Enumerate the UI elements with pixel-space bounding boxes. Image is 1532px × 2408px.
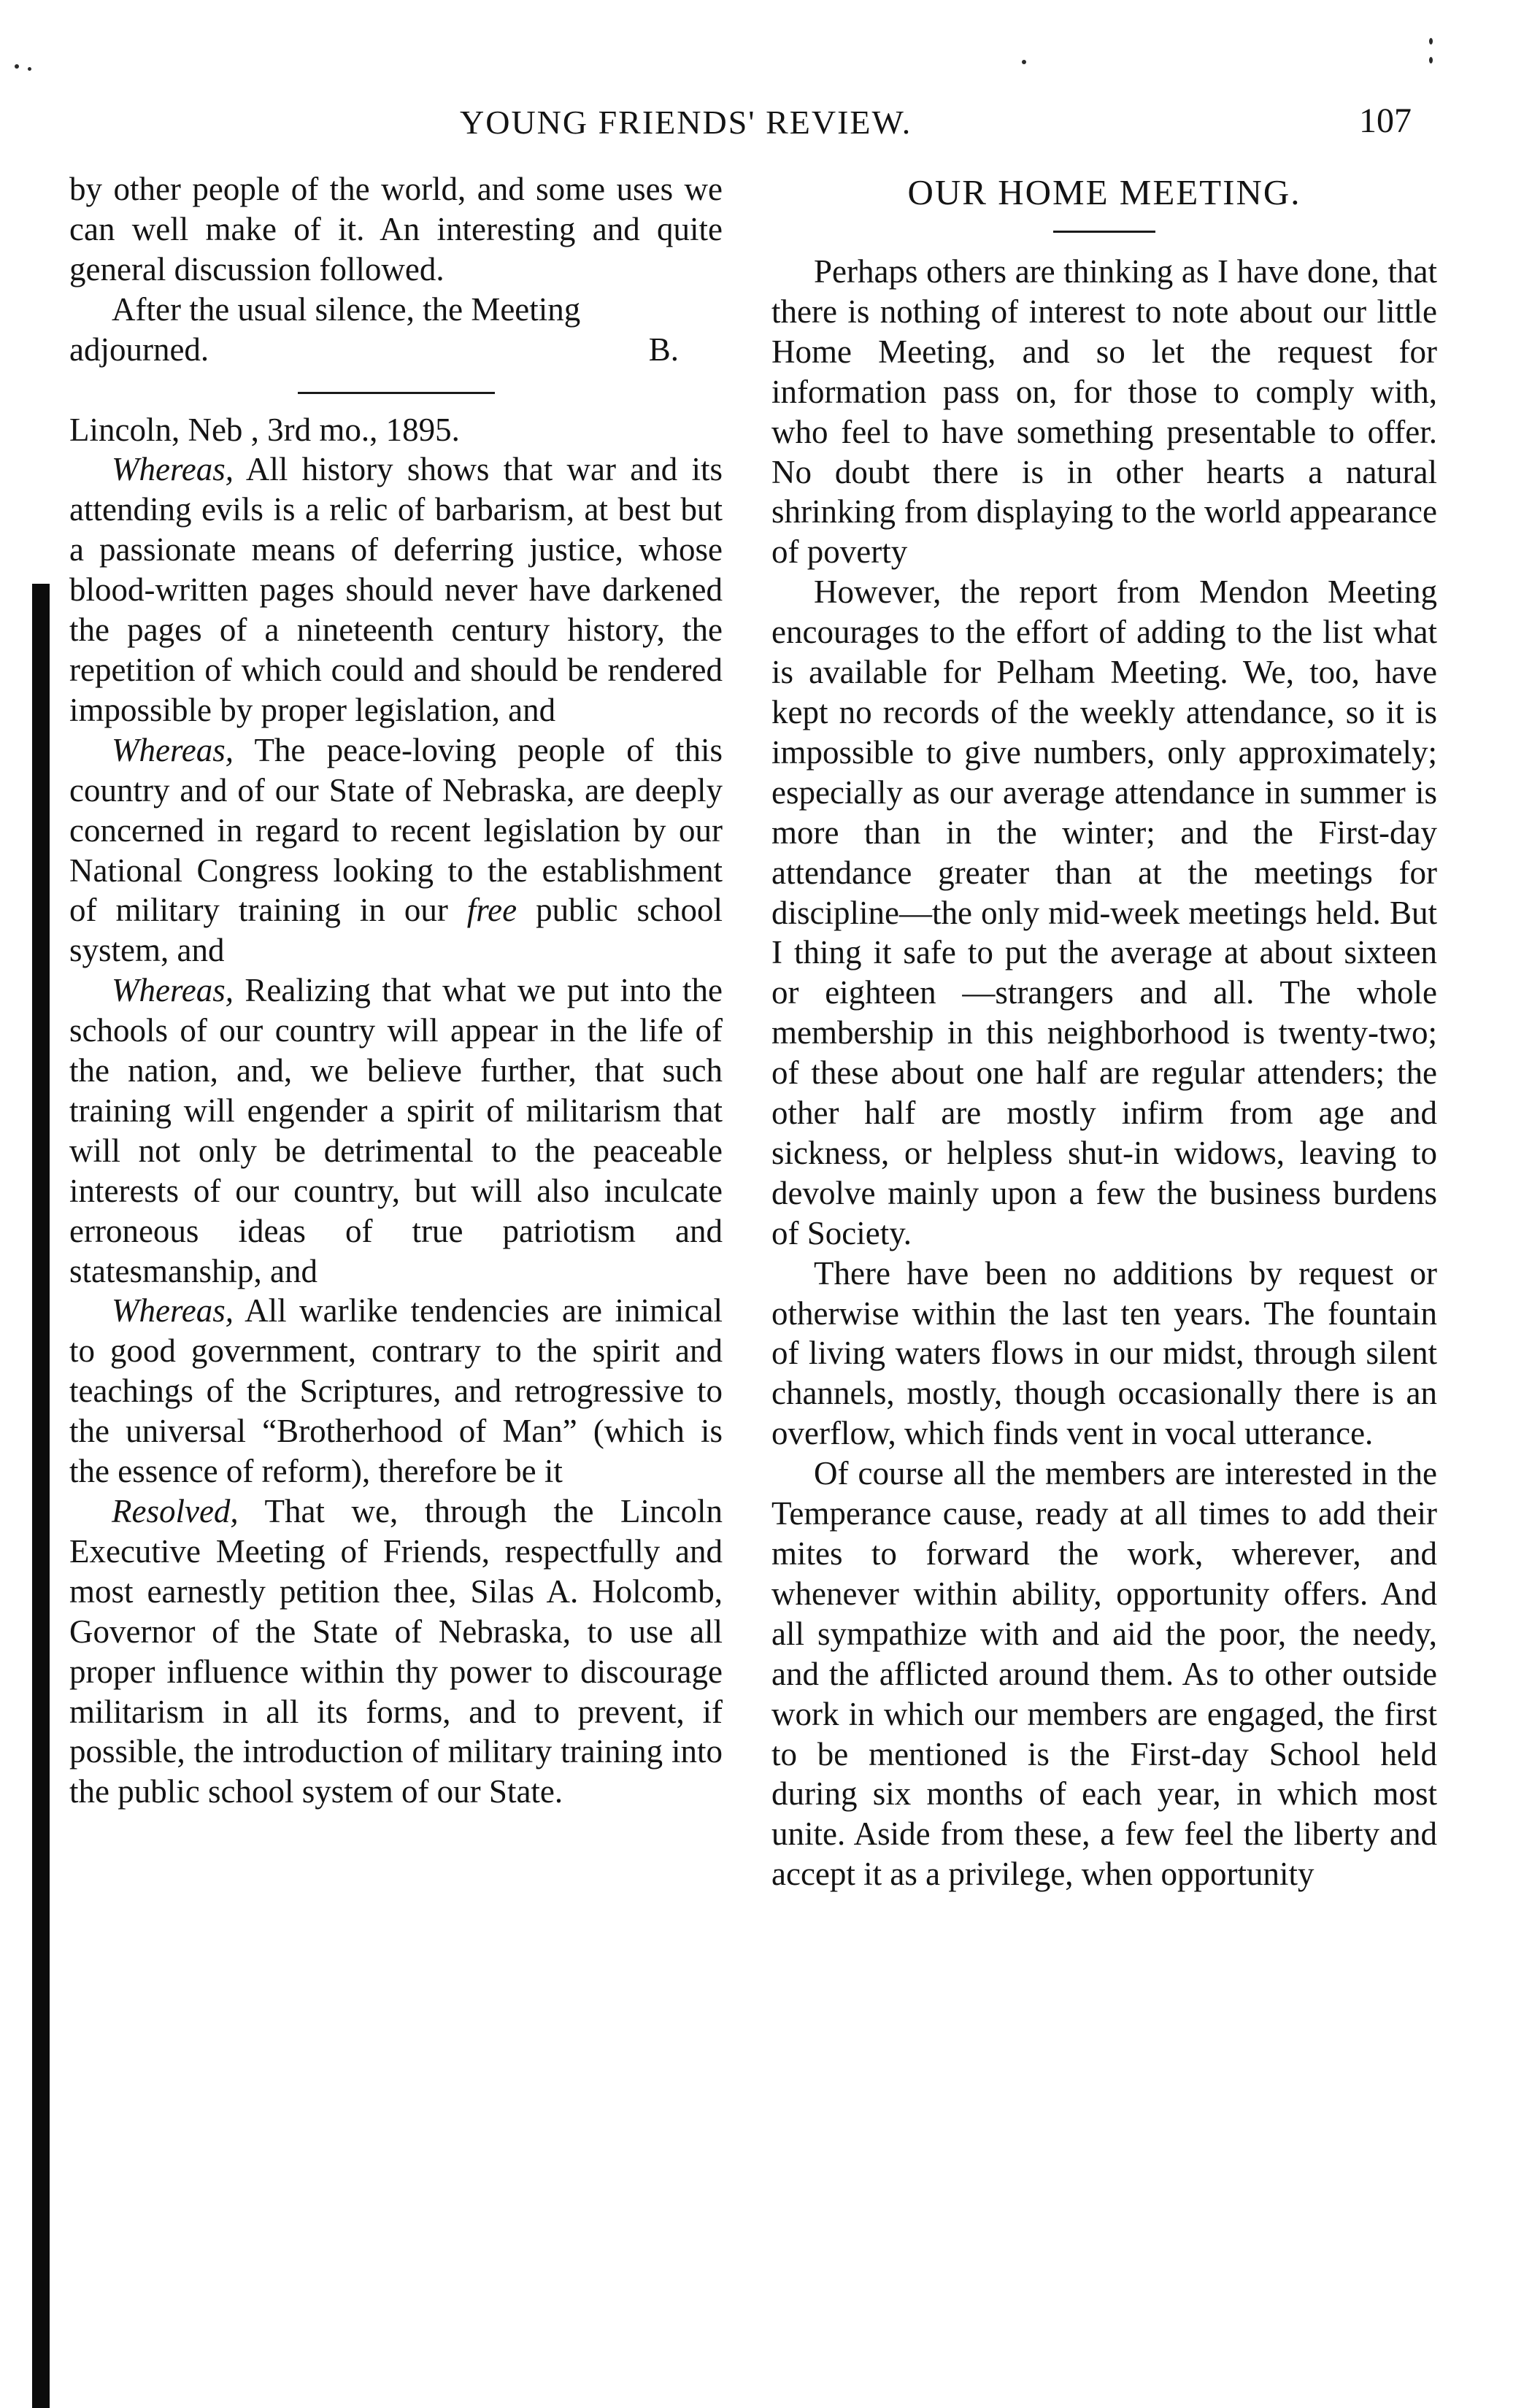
- title-divider: [1053, 231, 1155, 233]
- whereas-text: The peace-loving people of this country and of our State of Nebraska, are deeply concerned in regard to recent legislation by our National Congress looking to the establishment of military training in our: [69, 731, 723, 929]
- whereas-text: All warlike tendencies are inimical to good government, contrary to the spirit and teachings of the Scriptures, and retrogressive to the universal “Brotherhood of Man” (which is the essence of reform), therefore be it: [69, 1292, 723, 1490]
- whereas-text: public school system, and: [69, 892, 723, 969]
- running-title: YOUNG FRIENDS' REVIEW.: [460, 104, 912, 141]
- whereas-paragraph-2: [69, 730, 723, 970]
- scan-speck: [1429, 38, 1433, 45]
- whereas-paragraph-4: [69, 1291, 723, 1492]
- scan-speck: [1429, 57, 1433, 63]
- resolved-text: That we, through the Lincoln Executive Meeting of Friends, respectfully and most earnestly petition thee, Silas A. Holcomb, Governor of the State of Nebraska, to use all proper influence within thy power to discourage militarism in all its forms, and to prevent, if possible, the introduction of military training into the public school system of our State.: [69, 1493, 723, 1810]
- resolved-lead: Resolved,: [112, 1493, 239, 1529]
- resolved-paragraph: [69, 1492, 723, 1812]
- whereas-paragraph-3: [69, 970, 723, 1291]
- binding-shadow: [32, 584, 50, 2408]
- whereas-text: All history shows that war and its attending evils is a relic of barbarism, at best but a passionate means of deferring justice, whose blood-written pages should never have darkened the pages of a nineteenth century history, the repetition of which could and should be rendered impossible by proper legislation, and: [69, 451, 723, 728]
- left-column: [69, 169, 723, 1812]
- adjournment-paragraph: [69, 290, 723, 370]
- adjournment-text: After the usual silence, the Meeting adjourned.: [69, 290, 581, 368]
- dateline: Lincoln, Neb , 3rd mo., 1895.: [69, 411, 460, 448]
- whereas-lead: Whereas,: [112, 731, 234, 768]
- section-divider: [298, 392, 495, 394]
- emphasized-word: free: [466, 892, 517, 929]
- page-number: 107: [1359, 101, 1412, 140]
- whereas-lead: Whereas,: [112, 1292, 234, 1330]
- article-paragraph: However, the report from Mendon Meeting encourages to the effort of adding to the list what is available for Pelham Meeting. We, too, have kept no records of the weekly attendance, so it is impossible to give numbers, only approximately; especially as our average attendance in summer is more than in the winter; and the First-day attendance greater than at the meetings for discipline—the only mid-week meetings held. But I thing it safe to put the average at about sixteen or eighteen —strangers and all. The whole membership in this neighborhood is twenty-two; of these about one half are regular attenders; the other half are mostly infirm from age and sickness, or helpless shut-in widows, leaving to devolve mainly upon a few the business burdens of Society.: [771, 574, 1437, 1251]
- article-paragraph: There have been no additions by request or otherwise within the last ten years. The fountain of living waters flows in our midst, through silent channels, mostly, though occasionally there is an overflow, which finds vent in vocal utterance.: [771, 1254, 1437, 1452]
- scan-speck: [1022, 60, 1026, 64]
- whereas-text: Realizing that what we put into the schools of our country will appear in the life of the nation, and, we believe further, that such training will engender a spirit of militarism that will not only be detrimental to the peaceable interests of our country, but will also inculcate erroneous ideas of true patriotism and statesmanship, and: [69, 972, 723, 1289]
- continuation-paragraph: by other people of the world, and some uses we can well make of it. An interesting and quite general discussion followed.: [69, 171, 723, 288]
- author-initial: B.: [648, 331, 679, 368]
- whereas-lead: Whereas,: [112, 972, 234, 1009]
- article-paragraph: Of course all the members are interested in the Temperance cause, ready at all times to add their mites to forward the work, wherever, and whenever within ability, opportunity offers. And all sympathize with and aid the poor, the needy, and the afflicted around them. As to other outside work in which our members are engaged, the first to be mentioned is the First-day School held during six months of each year, in which most unite. Aside from these, a few feel the liberty and accept it as a privilege, when opportunity: [771, 1455, 1437, 1893]
- scan-speck: [15, 64, 19, 69]
- whereas-lead: Whereas,: [112, 451, 234, 488]
- scan-speck: [28, 67, 31, 71]
- right-column: [771, 169, 1437, 1894]
- whereas-paragraph-1: [69, 449, 723, 730]
- article-title: OUR HOME MEETING.: [907, 172, 1301, 212]
- article-paragraph: Perhaps others are thinking as I have done, that there is nothing of interest to note about our little Home Meeting, and so let the request for information pass on, for those to comply with, who feel to have something presentable to offer. No doubt there is in other hearts a natural shrinking from displaying to the world appearance of poverty: [771, 253, 1437, 571]
